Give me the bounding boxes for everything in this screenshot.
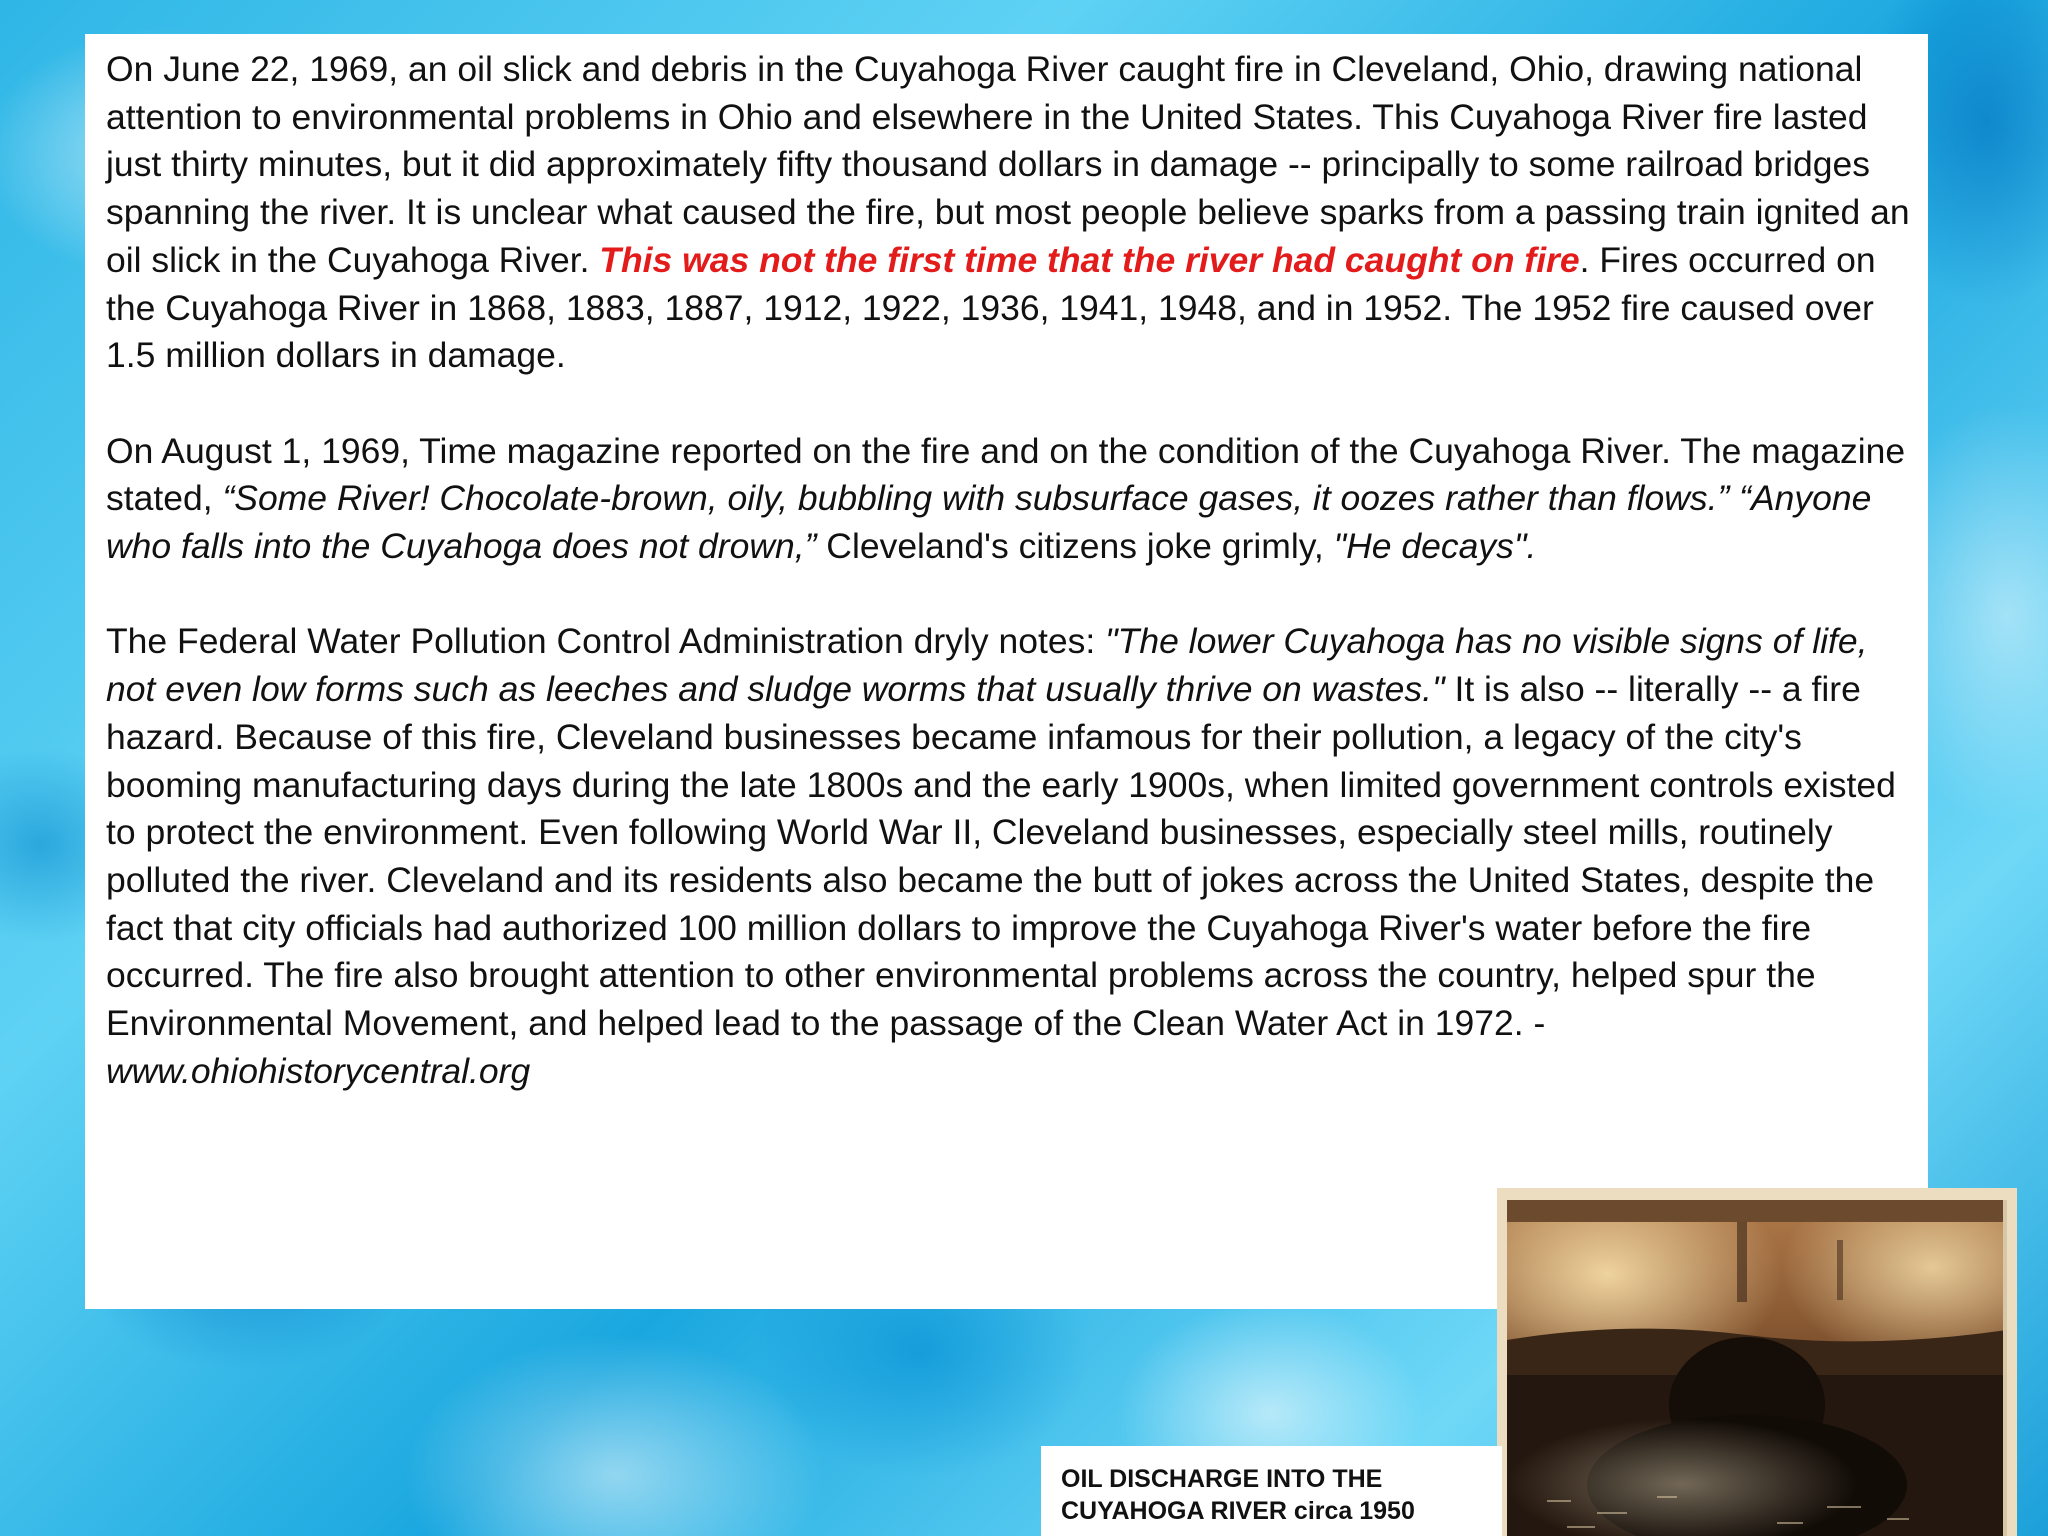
paragraph-3-text-b: It is also -- literally -- a fire hazard. Because of this fire, Cleveland businesses became infamous for their pollution, a legacy of the city's booming manufacturing days during the late 1800s and the early 1900s, when limited government controls existed to protect the environment. Even following World War II, Cleveland businesses, especially steel mills, routinely polluted the river. Cleveland and its residents also became the butt of jokes across the United States, despite the fact that city officials had authorized 100 million dollars to improve the Cuyahoga River's water before the fire occurred. The fire also brought attention to other environmental problems across the country, helped spur the Environmental Movement, and helped lead to the passage of the Clean Water Act in 1972. - (106, 669, 1896, 1044)
oil-discharge-photo (1497, 1188, 2017, 1536)
caption-line-2: CUYAHOGA RIVER circa 1950 (1061, 1497, 1415, 1525)
time-magazine-quote: “Some River! Chocolate-brown, oily, bubbling with subsurface gases, it oozes rather than flows.” “Anyone who falls into the Cuyahoga does not drown,” (106, 478, 1872, 567)
caption-line-1: OIL DISCHARGE INTO THE (1061, 1465, 1383, 1493)
paragraph-3 (106, 618, 1926, 1095)
highlight-text: This was not the first time that the river had caught on fire (599, 239, 1580, 280)
paragraph-1-text-b: . Fires occurred on the Cuyahoga River in 1868, 1883, 1887, 1912, 1922, 1936, 1941, 1948, and in 1952. The 1952 fire caused over 1.5 million dollars in damage. (106, 239, 1876, 376)
paragraph-1 (106, 46, 1926, 380)
oil-discharge-photo-image (1507, 1200, 2007, 1536)
paragraph-2-text-b: Cleveland's citizens joke grimly, (816, 526, 1334, 567)
photo-caption (1041, 1446, 1502, 1536)
source-url: www.ohiohistorycentral.org (106, 1050, 531, 1091)
fwpca-quote: "The lower Cuyahoga has no visible signs of life, not even low forms such as leeches and sludge worms that usually thrive on wastes." (106, 621, 1868, 710)
paragraph-2-text-a: On August 1, 1969, Time magazine reported on the fire and on the condition of the Cuyahoga River. The magazine stated, (106, 430, 1906, 519)
paragraph-1-text-a: On June 22, 1969, an oil slick and debris in the Cuyahoga River caught fire in Cleveland, Ohio, drawing national attention to environmental problems in Ohio and elsewhere in the United States. This Cuyahoga River fire lasted just thirty minutes, but it did approximately fifty thousand dollars in damage -- principally to some railroad bridges spanning the river. It is unclear what caused the fire, but most people believe sparks from a passing train ignited an oil slick in the Cuyahoga River. (106, 49, 1910, 280)
he-decays-quote: "He decays". (1333, 526, 1537, 567)
paragraph-3-text-a: The Federal Water Pollution Control Administration dryly notes: (106, 621, 1106, 662)
paragraph-2 (106, 428, 1926, 571)
article-text (106, 46, 1926, 1095)
